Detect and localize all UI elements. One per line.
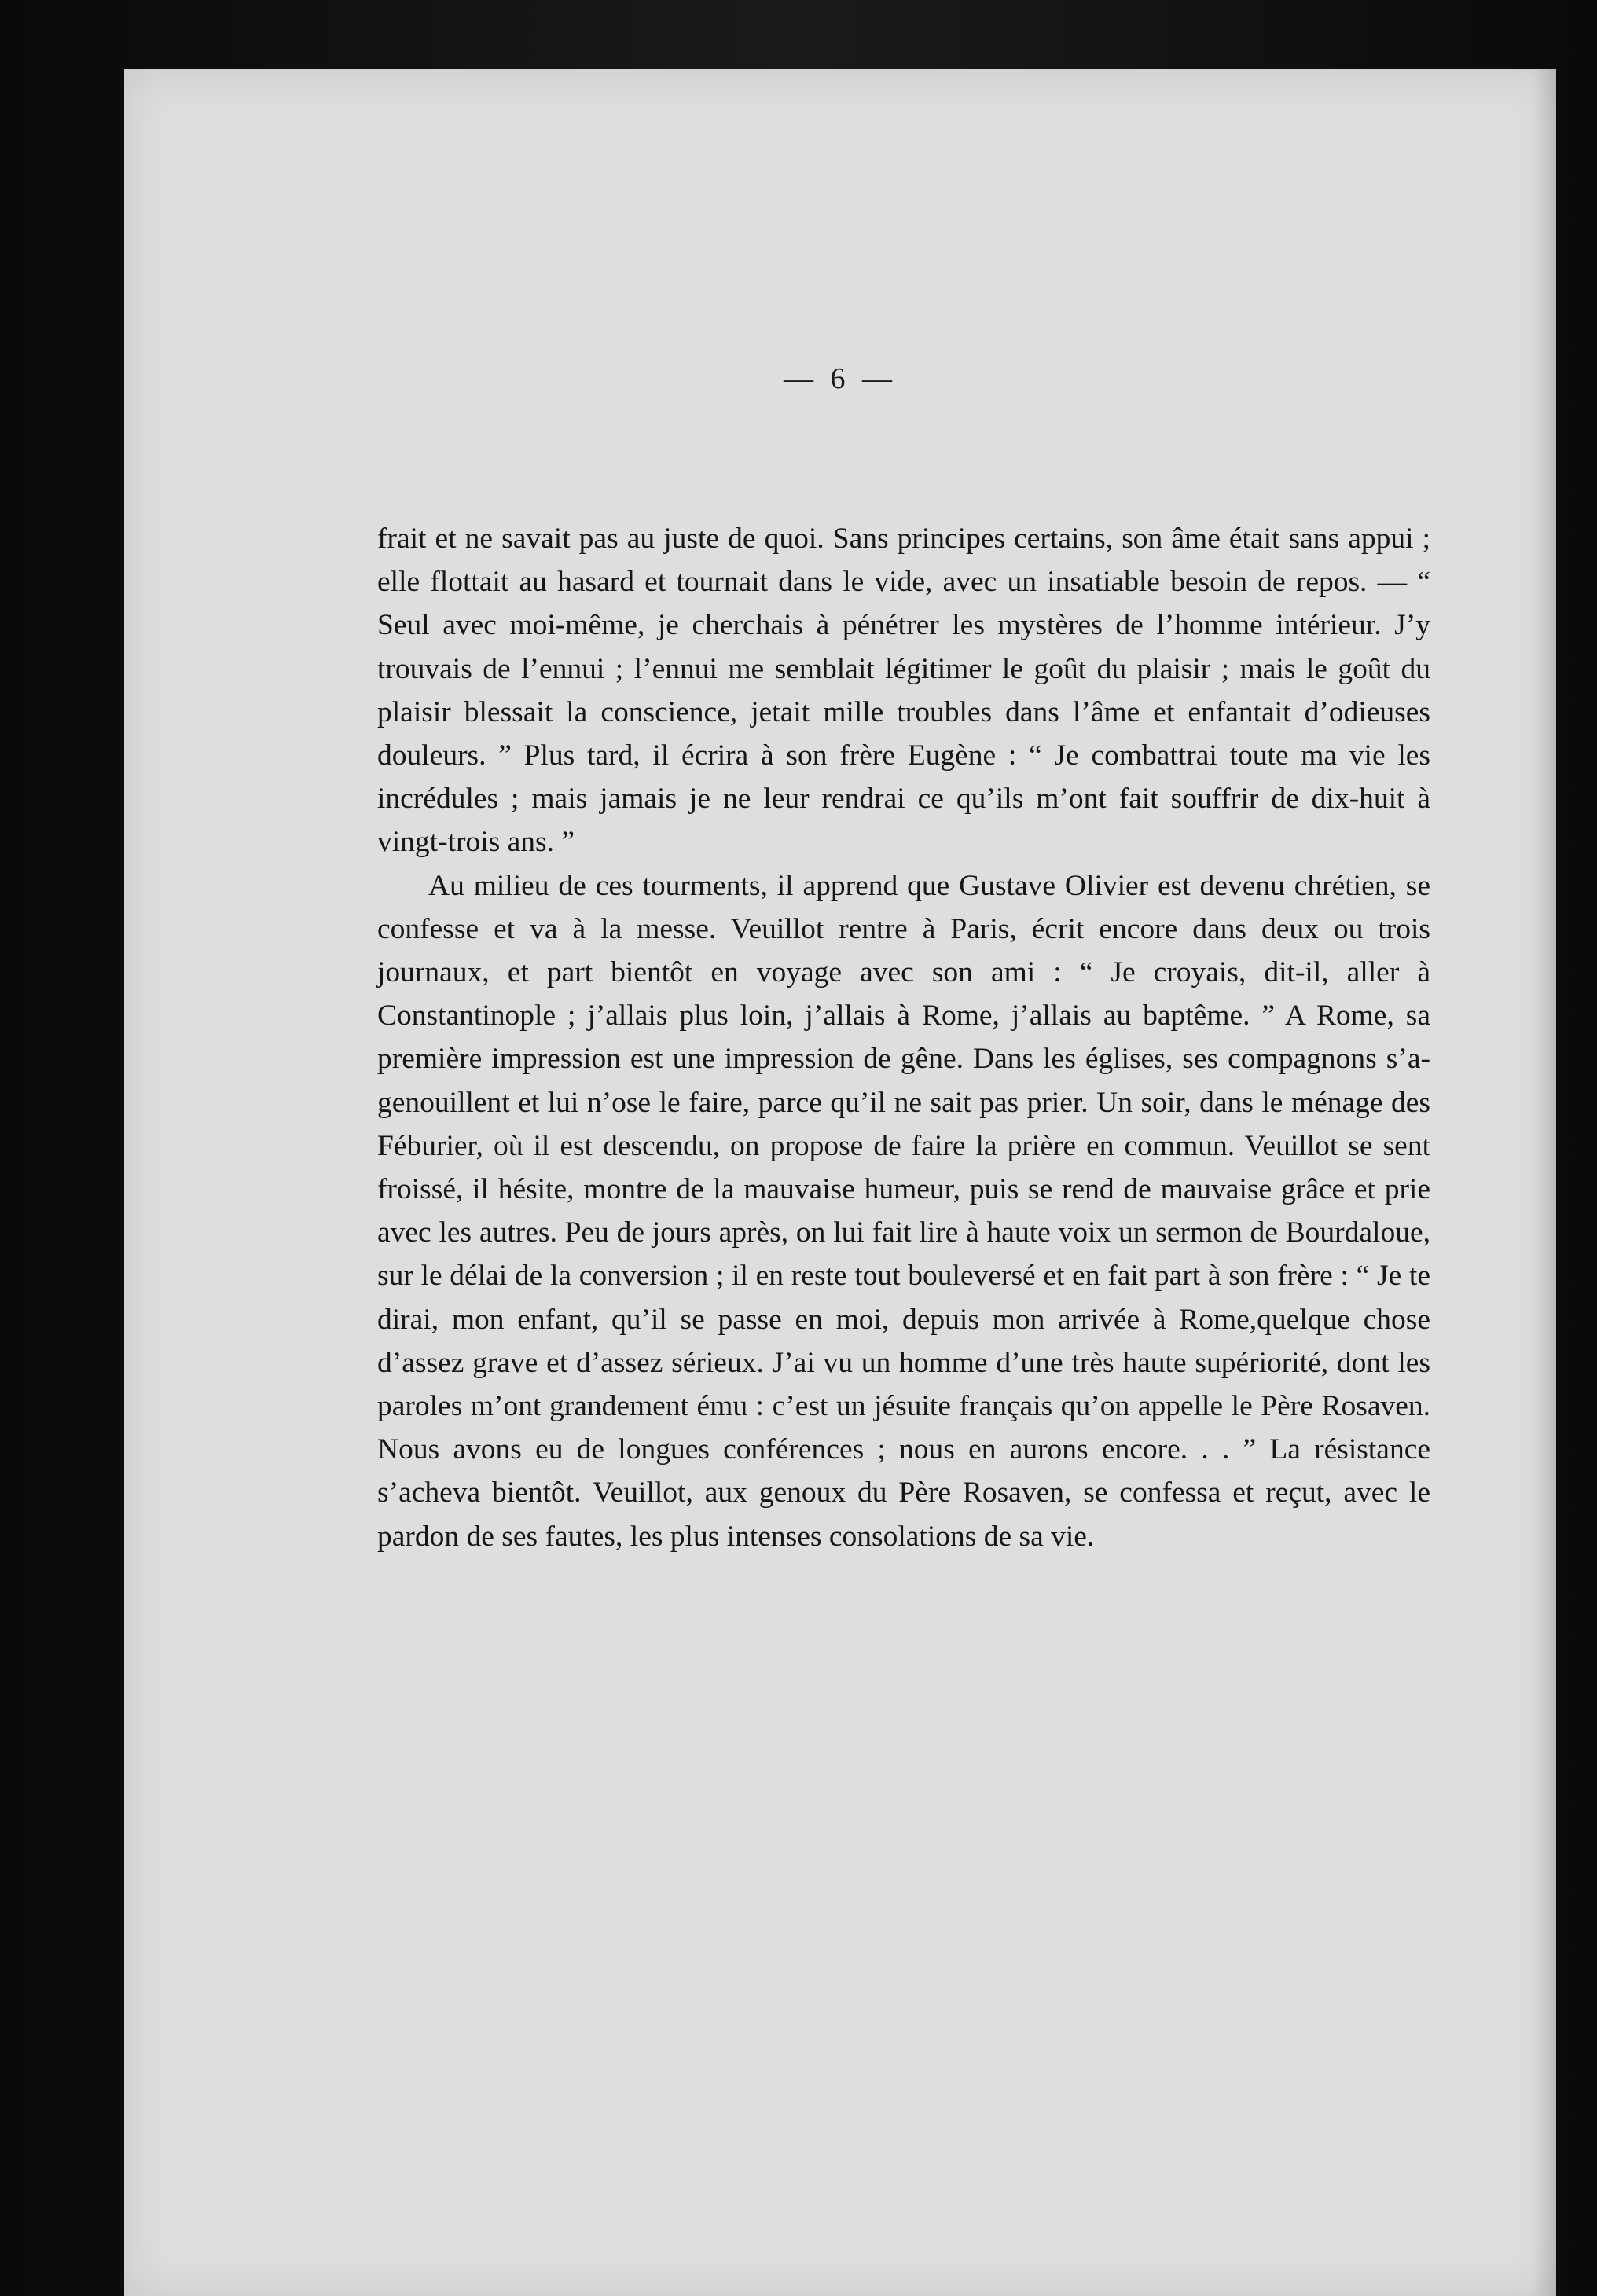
paragraph-1: frait et ne savait pas au juste de quoi. Sans principes certains, son âme était sans appui ; elle flottait au hasard et tournait dans le vide, avec un insatiable besoin de repos. — “ Seul avec moi-même, je cherchais à pénétrer les mystères de l’homme intérieur. J’y trouvais de l’ennui ; l’ennui me semblait légitimer le goût du plaisir ; mais le goût du plaisir blessait la conscience, jetait mille troubles dans l’âme et enfantait d’odieuses douleurs. ” Plus tard, il écrira à son frère Eugène : “ Je combattrai toute ma vie les incrédules ; mais jamais je ne leur rendrai ce qu’ils m’ont fait souffrir de dix-huit à vingt-trois ans. ” (377, 523, 1430, 859)
page-number: — 6 — (784, 362, 897, 395)
book-page (124, 69, 1556, 2296)
paragraph-2: Au milieu de ces tourments, il apprend que Gustave Olivier est devenu chrétien, se confesse et va à la messe. Veuillot rentre à Paris, écrit encore dans deux ou trois journaux, et part bientôt en voyage avec son ami : “ Je croyais, dit-il, aller à Constantinople ; j’allais plus loin, j’allais à Rome, j’allais au baptême. ” A Rome, sa première impression est une impression de gêne. Dans les églises, ses compagnons s’agenouillent et lui n’ose le faire, parce qu’il ne sait pas prier. Un soir, dans le ménage des Féburier, où il est descendu, on propose de faire la prière en commun. Veuillot se sent froissé, il hésite, montre de la mauvaise humeur, puis se rend de mauvaise grâce et prie avec les autres. Peu de jours après, on lui fait lire à haute voix un sermon de Bourdaloue, sur le délai de la conversion ; il en reste tout bouleversé et en fait part à son frère : “ Je te dirai, mon enfant, qu’il se passe en moi, depuis mon arrivée à Rome,quelque chose d’assez grave et d’assez sérieux. J’ai vu un homme d’une très haute supériorité, dont les paroles m’ont grandement ému : c’est un jésuite français qu’on appelle le Père Rosaven. Nous avons eu de longues conférences ; nous en aurons encore. . . ” La résistance s’acheva bientôt. Veuillot, aux genoux du Père Rosaven, se confessa et reçut, avec le pardon de ses fautes, les plus intenses consolations de sa vie. (377, 869, 1430, 1553)
page-edge-shadow (1533, 69, 1556, 2296)
body-text (377, 517, 1430, 1558)
